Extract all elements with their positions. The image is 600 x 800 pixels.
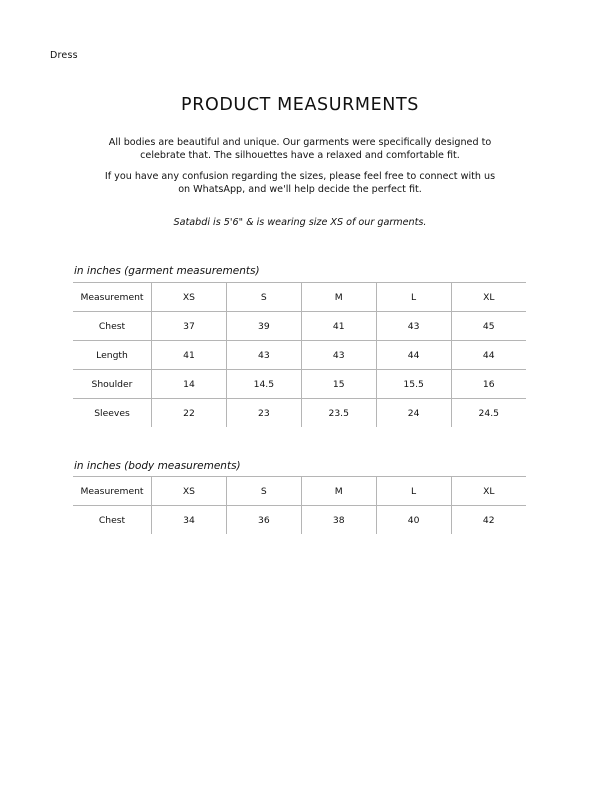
- row-label: Chest: [98, 514, 126, 526]
- table-cell: 44: [376, 341, 451, 370]
- table-cell: 43: [376, 312, 451, 341]
- category-label: Dress: [50, 50, 78, 61]
- column-header-m: M: [301, 477, 376, 506]
- table-cell: 24.5: [451, 399, 526, 428]
- table-cell: 23.5: [301, 399, 376, 428]
- column-header-s: S: [226, 283, 301, 312]
- body-table-caption: in inches (body measurements): [74, 460, 241, 472]
- row-label: Shoulder: [73, 370, 152, 399]
- table-cell: 23: [226, 399, 301, 428]
- table-cell: 15: [301, 370, 376, 399]
- table-cell: 45: [451, 312, 526, 341]
- table-cell: 40: [376, 506, 451, 535]
- column-header-l: L: [376, 477, 451, 506]
- table-cell: 14.5: [226, 370, 301, 399]
- table-cell: 41: [301, 312, 376, 341]
- body-measurements-table: [73, 476, 526, 534]
- row-label: Length: [73, 341, 152, 370]
- column-header-m: M: [301, 283, 376, 312]
- column-header-l: L: [376, 283, 451, 312]
- garment-table-caption: in inches (garment measurements): [74, 265, 260, 277]
- garment-measurements-table: [73, 282, 526, 427]
- table-cell: 38: [301, 506, 376, 535]
- table-row: [73, 312, 526, 341]
- table-cell: 37: [152, 312, 227, 341]
- column-header-xl: XL: [451, 477, 526, 506]
- table-cell: 16: [451, 370, 526, 399]
- column-header-s: S: [226, 477, 301, 506]
- table-row: [73, 506, 526, 535]
- table-cell: 34: [152, 506, 227, 535]
- table-header-row: [73, 283, 526, 312]
- table-cell: 36: [226, 506, 301, 535]
- row-label: Sleeves: [94, 407, 130, 419]
- intro-paragraph: All bodies are beautiful and unique. Our garments were specifically designed to celebrate that. The silhouettes have a relaxed and comfortable fit.: [108, 137, 492, 161]
- row-label: Chest: [73, 312, 152, 341]
- table-cell: 24: [376, 399, 451, 428]
- table-cell: 14: [152, 370, 227, 399]
- column-header-xs: XS: [152, 477, 227, 506]
- table-cell: 41: [152, 341, 227, 370]
- column-header-xs: XS: [152, 283, 227, 312]
- table-cell: 43: [301, 341, 376, 370]
- table-cell: 15.5: [376, 370, 451, 399]
- column-header-measurement: Measurement: [73, 283, 152, 312]
- table-row: [73, 399, 526, 428]
- table-row: [73, 370, 526, 399]
- table-cell: 44: [451, 341, 526, 370]
- page-title: PRODUCT MEASURMENTS: [181, 95, 419, 115]
- table-cell: 22: [152, 399, 227, 428]
- table-header-row: [73, 477, 526, 506]
- model-size-note: Satabdi is 5'6" & is wearing size XS of our garments.: [173, 217, 427, 228]
- column-header-xl: XL: [451, 283, 526, 312]
- contact-paragraph: If you have any confusion regarding the sizes, please feel free to connect with us on WhatsApp, and we'll help decide the perfect fit.: [104, 171, 496, 195]
- table-cell: 42: [451, 506, 526, 535]
- table-cell: 43: [226, 341, 301, 370]
- column-header-measurement: Measurement: [73, 477, 152, 506]
- table-cell: 39: [226, 312, 301, 341]
- table-row: [73, 341, 526, 370]
